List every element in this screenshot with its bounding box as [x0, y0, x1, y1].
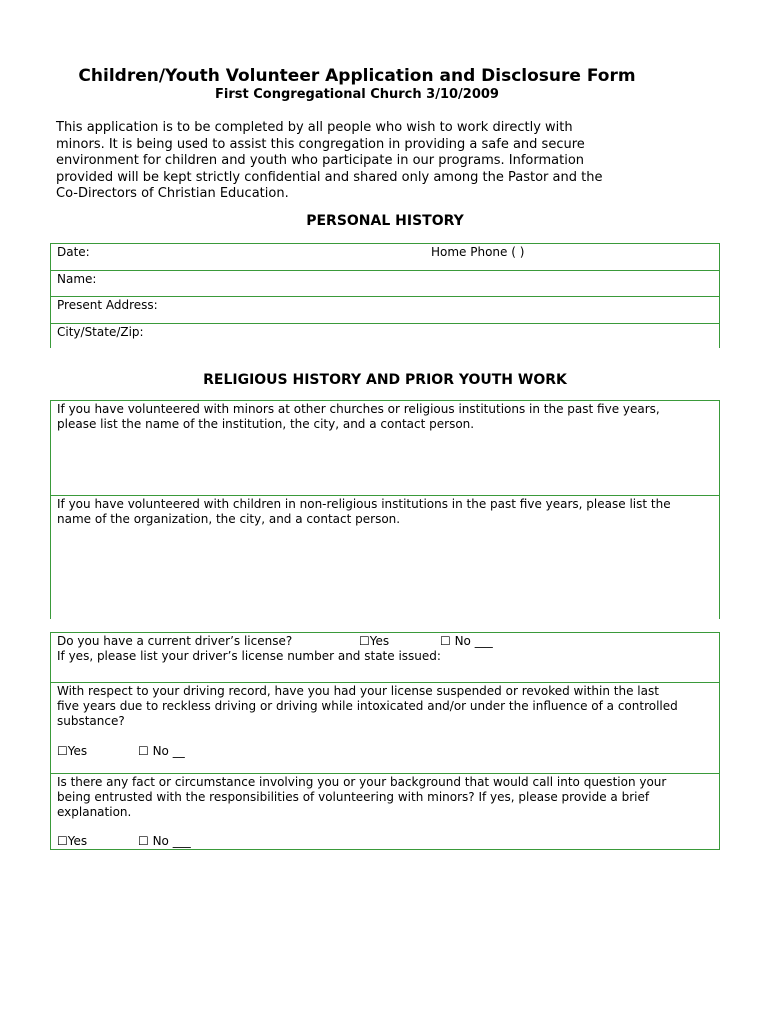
record-no-checkbox[interactable]: ☐ No __ [138, 744, 185, 758]
question-text: With respect to your driving record, have you had your license suspended or revoked within the last [57, 684, 659, 698]
address-row[interactable] [51, 297, 719, 324]
question-text: substance? [57, 714, 125, 728]
non-religious-institutions-row[interactable] [51, 496, 719, 619]
religious-history-box [50, 400, 720, 619]
question-text: If you have volunteered with minors at other churches or religious institutions in the past five years, [57, 402, 660, 416]
license-no-checkbox[interactable]: ☐ No ___ [440, 634, 493, 648]
personal-history-box [50, 243, 720, 348]
license-row [51, 633, 719, 683]
question-text: explanation. [57, 805, 132, 819]
intro-line: provided will be kept strictly confidential and shared only among the Pastor and the [56, 169, 603, 185]
date-phone-row[interactable] [51, 244, 719, 271]
question-text: name of the organization, the city, and a contact person. [57, 512, 401, 526]
religious-history-heading: RELIGIOUS HISTORY AND PRIOR YOUTH WORK [203, 372, 567, 388]
intro-line: environment for children and youth who participate in our programs. Information [56, 153, 585, 169]
background-fact-row [51, 774, 719, 848]
name-row[interactable] [51, 271, 719, 297]
city-label: City/State/Zip: [57, 325, 144, 339]
form-subtitle: First Congregational Church 3/10/2009 [215, 87, 499, 102]
city-row[interactable] [51, 324, 719, 348]
question-text: please list the name of the institution, the city, and a contact person. [57, 417, 475, 431]
question-text: If you have volunteered with children in non-religious institutions in the past five years, please list the [57, 497, 671, 511]
religious-institutions-row[interactable] [51, 401, 719, 496]
intro-line: Co-Directors of Christian Education. [56, 186, 289, 202]
form-title: Children/Youth Volunteer Application and Disclosure Form [78, 66, 636, 86]
personal-history-heading: PERSONAL HISTORY [306, 213, 464, 229]
record-yes-checkbox[interactable]: ☐Yes [57, 744, 88, 758]
license-yes-checkbox[interactable]: ☐Yes [359, 634, 390, 648]
driving-record-row [51, 683, 719, 774]
intro-paragraph [56, 120, 676, 203]
license-followup: If yes, please list your driver’s license number and state issued: [57, 649, 441, 663]
license-question: Do you have a current driver’s license? [57, 634, 293, 648]
date-label: Date: [57, 245, 90, 259]
home-phone-label: Home Phone ( ) [431, 245, 525, 259]
intro-line: This application is to be completed by all people who wish to work directly with [56, 120, 573, 135]
name-label: Name: [57, 272, 97, 286]
questions-box [50, 632, 720, 850]
question-text: being entrusted with the responsibilities of volunteering with minors? If yes, please provide a brief [57, 790, 650, 804]
intro-line: minors. It is being used to assist this congregation in providing a safe and secure [56, 136, 585, 152]
fact-yes-checkbox[interactable]: ☐Yes [57, 834, 88, 848]
address-label: Present Address: [57, 298, 158, 312]
fact-no-checkbox[interactable]: ☐ No ___ [138, 834, 191, 848]
question-text: five years due to reckless driving or driving while intoxicated and/or under the influence of a controlled [57, 699, 678, 713]
question-text: Is there any fact or circumstance involving you or your background that would call into question your [57, 775, 667, 789]
